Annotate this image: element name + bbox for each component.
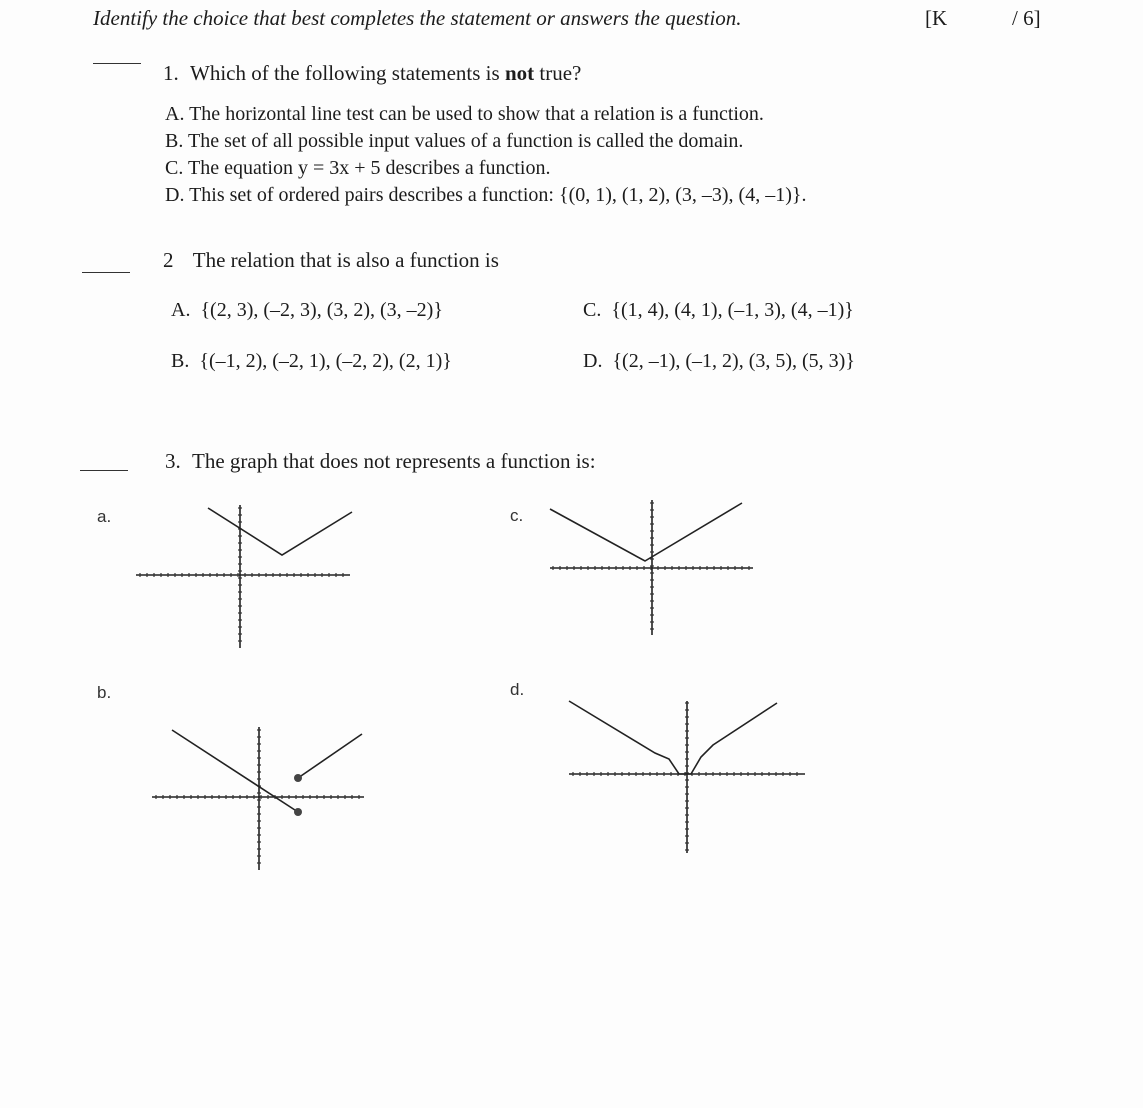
graph-b-closed-point-lower	[294, 808, 302, 816]
graph-d-label[interactable]: d.	[510, 680, 525, 699]
graph-a-label[interactable]: a.	[97, 507, 112, 526]
question-number: 1.	[163, 61, 179, 85]
graph-b[interactable]	[148, 722, 373, 874]
graph-c-curve	[550, 503, 742, 561]
graph-a-curve	[208, 508, 352, 555]
score-label: [K	[925, 6, 948, 30]
graph-b-right-line	[298, 734, 362, 778]
q1-option-a[interactable]: A. The horizontal line test can be used to show that a relation is a function.	[165, 103, 764, 125]
q2-option-c[interactable]: C. {(1, 4), (4, 1), (–1, 3), (4, –1)}	[583, 299, 854, 321]
graph-b-closed-point-upper	[294, 774, 302, 782]
question-text: The graph that does not represents a function is:	[192, 449, 596, 473]
graph-d-ticks	[573, 703, 797, 850]
graph-a[interactable]	[130, 500, 360, 655]
q2-option-d[interactable]: D. {(2, –1), (–1, 2), (3, 5), (5, 3)}	[583, 350, 855, 372]
graph-c-ticks	[553, 503, 749, 629]
question-number: 3.	[165, 449, 181, 473]
answer-blank-q2[interactable]	[82, 272, 130, 273]
question-number: 2	[163, 248, 174, 272]
question-2	[163, 248, 499, 273]
graph-c[interactable]	[545, 495, 760, 640]
q1-option-d[interactable]: D. This set of ordered pairs describes a function: {(0, 1), (1, 2), (3, –3), (4, –1)}.	[165, 184, 807, 206]
question-text: Which of the following statements is not true?	[190, 61, 582, 85]
question-1	[163, 61, 581, 86]
instructions: Identify the choice that best completes the statement or answers the question.	[93, 6, 742, 30]
graph-b-label[interactable]: b.	[97, 683, 112, 702]
question-3	[165, 449, 596, 474]
q1-option-b[interactable]: B. The set of all possible input values of a function is called the domain.	[165, 130, 744, 152]
answer-blank-q3[interactable]	[80, 470, 128, 471]
emphasis-not: not	[504, 61, 535, 85]
question-text: The relation that is also a function is	[192, 248, 499, 272]
q2-option-b[interactable]: B. {(–1, 2), (–2, 1), (–2, 2), (2, 1)}	[171, 350, 452, 372]
q1-option-c[interactable]: C. The equation y = 3x + 5 describes a function.	[165, 157, 551, 179]
graph-d[interactable]	[565, 693, 810, 858]
graph-b-left-line	[172, 730, 298, 812]
score-total: / 6]	[1012, 6, 1041, 30]
graph-c-label[interactable]: c.	[510, 506, 524, 525]
graph-d-curve	[569, 701, 777, 774]
q2-option-a[interactable]: A. {(2, 3), (–2, 3), (3, 2), (3, –2)}	[171, 299, 443, 321]
answer-blank-q1[interactable]	[93, 63, 141, 64]
